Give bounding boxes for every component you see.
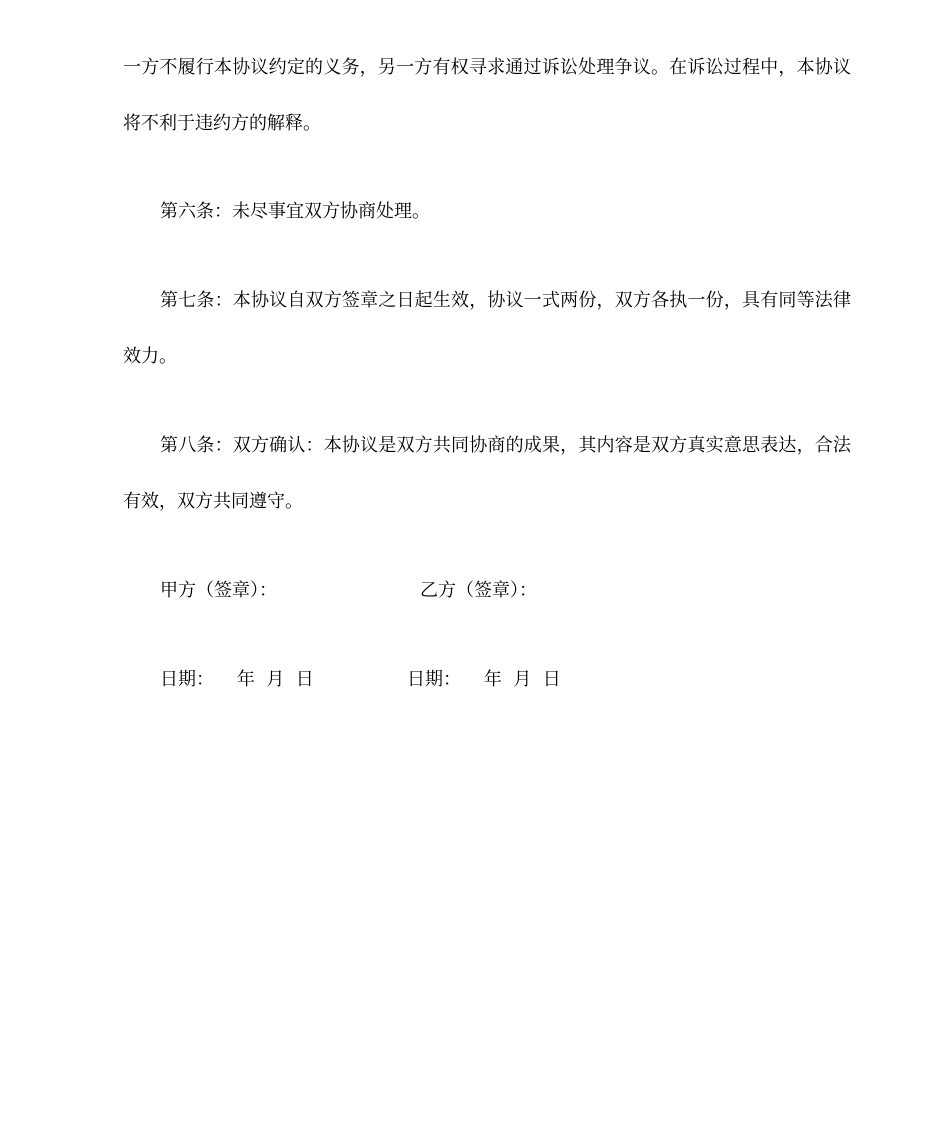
party-b-signature-label: 乙方（签章）： (420, 580, 537, 601)
party-b-date-line: 日期： 年 月 日 (407, 669, 561, 690)
clause-5-continuation-line-2: 将不利于违约方的解释。 (123, 113, 321, 134)
party-a-signature-label: 甲方（签章）： (160, 580, 277, 601)
clause-8-line-2: 有效，双方共同遵守。 (123, 491, 303, 512)
clause-7-line-2: 效力。 (123, 346, 177, 367)
clause-7-line-1: 第七条：本协议自双方签章之日起生效，协议一式两份，双方各执一份，具有同等法律 (160, 290, 851, 311)
clause-6: 第六条：未尽事宜双方协商处理。 (160, 201, 430, 222)
party-a-date-line: 日期： 年 月 日 (160, 669, 314, 690)
clause-5-continuation-line-1: 一方不履行本协议约定的义务，另一方有权寻求通过诉讼处理争议。在诉讼过程中，本协议 (123, 57, 851, 78)
clause-8-line-1: 第八条：双方确认：本协议是双方共同协商的成果，其内容是双方真实意思表达，合法 (160, 435, 851, 456)
